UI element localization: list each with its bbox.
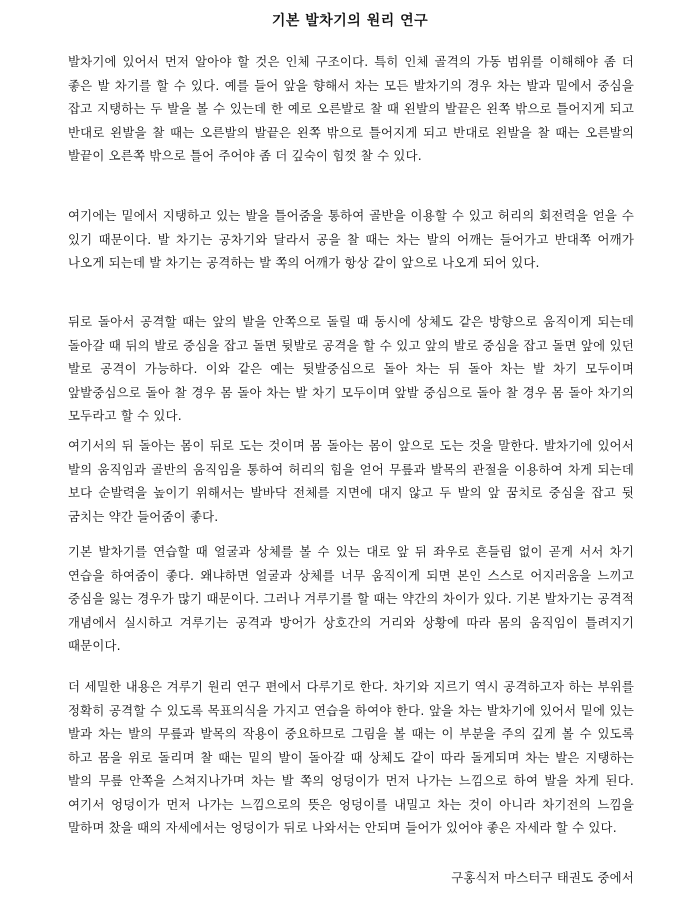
- paragraph-4: 여기서의 뒤 돌아는 몸이 뒤로 도는 것이며 몸 돌아는 몸이 앞으로 도는 것을 말한다. 발차기에 있어서 발의 움직임과 골반의 움직임을 통하여 허리의 힘을 얻어 무릎과 발목의 관절을 이용하여 차게 되는데 보다 순발력을 높이기 위해서는 발바닥 전체를 지면에 대지 않고 두 발의 앞 꿈치로 중심을 잡고 뒷 굼치는 약간 들어줌이 좋다.: [68, 438, 634, 524]
- document-title: 기본 발차기의 원리 연구: [271, 13, 429, 29]
- paragraph-6: 더 세밀한 내용은 겨루기 원리 연구 편에서 다루기로 한다. 차기와 지르기 역시 공격하고자 하는 부위를 정확히 공격할 수 있도록 목표의식을 가지고 연습을 하여야 한다. 앞을 차는 발차기에 있어서 밑에 있는 발과 차는 발의 무릎과 발목의 작용이 중요하므로 그림을 볼 때는 이 부분을 주의 깊게 볼 수 있도록 하고 몸을 위로 돌리며 찰 때는 밑의 발이 돌아갈 때 상체도 같이 따라 돌게되며 차는 발은 지탱하는 발의 무릎 안쪽을 스쳐지나가며 차는 발 쪽의 엉덩이가 먼저 나가는 느낌으로 하여 발을 차게 된다. 여기서 엉덩이가 먼저 나가는 느낌으로의 뜻은 엉덩이를 내밀고 차는 것이 아니라 차기전의 느낌을 말하며 찼을 때의 자세에서는 엉덩이가 뒤로 나와서는 안되며 들어가 있어야 좋은 자세라 할 수 있다.: [68, 679, 634, 835]
- paragraph-1: 발차기에 있어서 먼저 알아야 할 것은 인체 구조이다. 특히 인체 골격의 가동 범위를 이해해야 좀 더 좋은 발 차기를 할 수 있다. 예를 들어 앞을 향해서 차는 모든 발차기의 경우 차는 발과 밑에서 중심을 잡고 지탱하는 두 발을 볼 수 있는데 한 예로 오른발로 찰 때 왼발의 발끝은 왼쪽 밖으로 틀어지게 되고 반대로 왼발을 찰 때는 오른발의 발끝은 왼쪽 밖으로 틀어지게 되고 반대로 왼발을 찰 때는 오른발의 발끝이 오른쪽 밖으로 틀어 주어야 좀 더 깊숙이 힘껏 찰 수 있다.: [68, 54, 634, 163]
- source-attribution: 구홍식저 마스터구 태권도 중에서: [451, 870, 634, 885]
- paragraph-5: 기본 발차기를 연습할 때 얼굴과 상체를 볼 수 있는 대로 앞 뒤 좌우로 흔들림 없이 곧게 서서 차기 연습을 하여줌이 좋다. 왜냐하면 얼굴과 상체를 너무 움직이게 되면 본인 스스로 어지러움을 느끼고 중심을 잃는 경우가 많기 때문이다. 그러나 겨루기를 할 때는 약간의 차이가 있다. 기본 발차기는 공격적 개념에서 실시하고 겨루기는 공격과 방어가 상호간의 거리와 상황에 따라 몸의 움직임이 틀려지기 때문이다.: [68, 544, 634, 653]
- paragraph-2: 여기에는 밑에서 지탱하고 있는 발을 틀어줌을 통하여 골반을 이용할 수 있고 허리의 회전력을 얻을 수 있기 때문이다. 발 차기는 공차기와 달라서 공을 찰 때는 차는 발의 어깨는 들어가고 반대쪽 어깨가 나오게 되는데 발 차기는 공격하는 발 쪽의 어깨가 항상 같이 앞으로 나오게 되어 있다.: [68, 208, 634, 270]
- paragraph-3: 뒤로 돌아서 공격할 때는 앞의 발을 안쪽으로 돌릴 때 동시에 상체도 같은 방향으로 움직이게 되는데 돌아갈 때 뒤의 발로 중심을 잡고 돌면 뒷발로 공격을 할 수 있고 앞의 발로 중심을 잡고 돌면 앞에 있던 발로 공격이 가능하다. 이와 같은 예는 뒷발중심으로 돌아 차는 뒤 돌아 차는 발 차기 모두이며 앞발중심으로 돌아 찰 경우 몸 돌아 차는 발 차기 모두이며 앞발 중심으로 돌아 찰 경우 몸 돌아 차기의 모두라고 할 수 있다.: [68, 314, 634, 423]
